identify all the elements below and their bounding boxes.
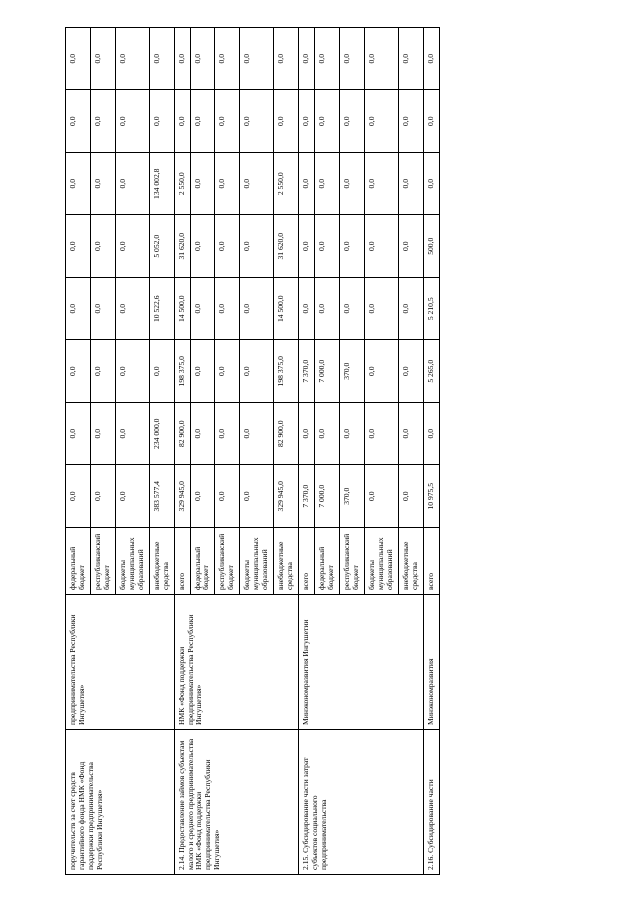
funding-source-cell: бюджеты муниципальных образований	[240, 528, 274, 595]
value-cell: 0,0	[215, 403, 240, 466]
value-cell: 0,0	[240, 28, 274, 91]
value-cell: 0,0	[190, 278, 215, 341]
funding-source-cell: республиканский бюджет	[339, 528, 364, 595]
value-cell: 7 000,0	[315, 340, 340, 403]
value-cell: 14 500,0	[174, 278, 190, 341]
funding-source-cell: внебюджетные средства	[149, 528, 174, 595]
value-cell: 0,0	[115, 153, 149, 216]
table-row	[423, 28, 439, 875]
table-row	[66, 28, 91, 875]
value-cell: 0,0	[215, 153, 240, 216]
value-cell: 0,0	[398, 340, 423, 403]
measure-name-cell: поручительств за счет средств гарантийного фонда НМК «Фонд поддержки предпринимательства Республики Ингушетия»	[66, 730, 175, 875]
value-cell: 0,0	[115, 90, 149, 153]
executor-cell: предпринимательства Республики Ингушетия»	[66, 595, 175, 730]
value-cell: 0,0	[190, 340, 215, 403]
value-cell: 0,0	[190, 403, 215, 466]
value-cell: 0,0	[364, 465, 398, 528]
value-cell: 0,0	[299, 28, 315, 91]
value-cell: 0,0	[240, 403, 274, 466]
value-cell: 0,0	[215, 465, 240, 528]
value-cell: 0,0	[215, 90, 240, 153]
value-cell: 0,0	[190, 90, 215, 153]
value-cell: 0,0	[66, 340, 91, 403]
value-cell: 7 370,0	[299, 340, 315, 403]
value-cell: 82 900,0	[274, 403, 299, 466]
value-cell: 0,0	[115, 403, 149, 466]
value-cell: 10 522,6	[149, 278, 174, 341]
value-cell: 0,0	[299, 90, 315, 153]
value-cell: 198 375,0	[274, 340, 299, 403]
value-cell: 2 550,0	[274, 153, 299, 216]
table-body	[66, 28, 440, 875]
value-cell: 0,0	[215, 28, 240, 91]
value-cell: 383 577,4	[149, 465, 174, 528]
value-cell: 0,0	[274, 90, 299, 153]
value-cell: 0,0	[339, 403, 364, 466]
value-cell: 0,0	[398, 153, 423, 216]
executor-cell: НМК «Фонд поддержки предпринимательства Республики Ингушетия»	[174, 595, 299, 730]
value-cell: 0,0	[90, 403, 115, 466]
value-cell: 0,0	[190, 153, 215, 216]
value-cell: 2 550,0	[174, 153, 190, 216]
value-cell: 500,0	[423, 215, 439, 278]
value-cell: 0,0	[115, 215, 149, 278]
value-cell: 0,0	[90, 90, 115, 153]
value-cell: 0,0	[364, 403, 398, 466]
value-cell: 0,0	[115, 278, 149, 341]
value-cell: 0,0	[423, 28, 439, 91]
value-cell: 7 000,0	[315, 465, 340, 528]
value-cell: 0,0	[240, 90, 274, 153]
value-cell: 0,0	[299, 215, 315, 278]
value-cell: 234 000,0	[149, 403, 174, 466]
value-cell: 0,0	[90, 278, 115, 341]
executor-cell: Минэкономразвития	[423, 595, 439, 730]
value-cell: 0,0	[174, 28, 190, 91]
value-cell: 0,0	[90, 340, 115, 403]
value-cell: 0,0	[315, 215, 340, 278]
value-cell: 0,0	[315, 153, 340, 216]
value-cell: 0,0	[240, 215, 274, 278]
value-cell: 0,0	[90, 215, 115, 278]
value-cell: 0,0	[364, 215, 398, 278]
value-cell: 370,0	[339, 340, 364, 403]
value-cell: 0,0	[398, 90, 423, 153]
value-cell: 0,0	[339, 215, 364, 278]
value-cell: 0,0	[423, 403, 439, 466]
value-cell: 0,0	[274, 28, 299, 91]
measure-name-cell: 2.16. Субсидирование части	[423, 730, 439, 875]
value-cell: 329 945,0	[274, 465, 299, 528]
value-cell: 5 052,0	[149, 215, 174, 278]
value-cell: 0,0	[339, 90, 364, 153]
value-cell: 0,0	[398, 215, 423, 278]
value-cell: 0,0	[66, 465, 91, 528]
funding-source-cell: федеральный бюджет	[190, 528, 215, 595]
value-cell: 198 375,0	[174, 340, 190, 403]
value-cell: 5 265,0	[423, 340, 439, 403]
value-cell: 0,0	[66, 28, 91, 91]
value-cell: 0,0	[240, 340, 274, 403]
value-cell: 0,0	[66, 278, 91, 341]
value-cell: 0,0	[398, 403, 423, 466]
funding-source-cell: всего	[423, 528, 439, 595]
funding-source-cell: бюджеты муниципальных образований	[364, 528, 398, 595]
value-cell: 31 620,0	[274, 215, 299, 278]
value-cell: 0,0	[174, 90, 190, 153]
budget-table	[65, 27, 440, 875]
funding-source-cell: республиканский бюджет	[215, 528, 240, 595]
value-cell: 0,0	[66, 153, 91, 216]
value-cell: 0,0	[240, 278, 274, 341]
value-cell: 0,0	[66, 215, 91, 278]
value-cell: 14 500,0	[274, 278, 299, 341]
value-cell: 0,0	[90, 153, 115, 216]
value-cell: 0,0	[339, 278, 364, 341]
value-cell: 0,0	[215, 340, 240, 403]
table-row	[174, 28, 190, 875]
value-cell: 0,0	[149, 28, 174, 91]
funding-source-cell: республиканский бюджет	[90, 528, 115, 595]
value-cell: 0,0	[240, 153, 274, 216]
funding-source-cell: федеральный бюджет	[66, 528, 91, 595]
funding-source-cell: всего	[174, 528, 190, 595]
value-cell: 0,0	[398, 465, 423, 528]
value-cell: 329 945,0	[174, 465, 190, 528]
value-cell: 5 210,5	[423, 278, 439, 341]
value-cell: 0,0	[364, 28, 398, 91]
value-cell: 0,0	[66, 403, 91, 466]
value-cell: 0,0	[190, 28, 215, 91]
value-cell: 0,0	[339, 153, 364, 216]
value-cell: 0,0	[299, 403, 315, 466]
measure-name-cell: 2.14. Предоставление займов субъектам малого и среднего предпринимательства НМК «Фонд поддержки предпринимательства Республики Ингушетия»	[174, 730, 299, 875]
value-cell: 0,0	[315, 90, 340, 153]
value-cell: 0,0	[398, 28, 423, 91]
value-cell: 0,0	[299, 278, 315, 341]
value-cell: 0,0	[423, 153, 439, 216]
value-cell: 0,0	[90, 28, 115, 91]
value-cell: 0,0	[115, 28, 149, 91]
value-cell: 0,0	[240, 465, 274, 528]
funding-source-cell: всего	[299, 528, 315, 595]
funding-source-cell: внебюджетные средства	[398, 528, 423, 595]
value-cell: 0,0	[299, 153, 315, 216]
value-cell: 0,0	[423, 90, 439, 153]
value-cell: 0,0	[315, 278, 340, 341]
value-cell: 0,0	[115, 465, 149, 528]
value-cell: 134 002,8	[149, 153, 174, 216]
value-cell: 0,0	[364, 340, 398, 403]
value-cell: 0,0	[215, 215, 240, 278]
value-cell: 0,0	[66, 90, 91, 153]
value-cell: 82 900,0	[174, 403, 190, 466]
value-cell: 0,0	[364, 278, 398, 341]
value-cell: 0,0	[339, 28, 364, 91]
value-cell: 0,0	[398, 278, 423, 341]
value-cell: 0,0	[90, 465, 115, 528]
value-cell: 0,0	[190, 215, 215, 278]
value-cell: 0,0	[215, 278, 240, 341]
funding-source-cell: бюджеты муниципальных образований	[115, 528, 149, 595]
value-cell: 0,0	[315, 403, 340, 466]
table-row	[299, 28, 315, 875]
value-cell: 0,0	[190, 465, 215, 528]
value-cell: 370,0	[339, 465, 364, 528]
value-cell: 0,0	[149, 90, 174, 153]
funding-source-cell: внебюджетные средства	[274, 528, 299, 595]
value-cell: 0,0	[315, 28, 340, 91]
funding-source-cell: федеральный бюджет	[315, 528, 340, 595]
value-cell: 7 370,0	[299, 465, 315, 528]
value-cell: 31 620,0	[174, 215, 190, 278]
value-cell: 0,0	[364, 90, 398, 153]
value-cell: 0,0	[115, 340, 149, 403]
value-cell: 10 975,5	[423, 465, 439, 528]
value-cell: 0,0	[149, 340, 174, 403]
measure-name-cell: 2.15. Субсидирование части затрат субъектов социального предпринимательства	[299, 730, 424, 875]
value-cell: 0,0	[364, 153, 398, 216]
executor-cell: Минэкономразвития Ингушетии	[299, 595, 424, 730]
